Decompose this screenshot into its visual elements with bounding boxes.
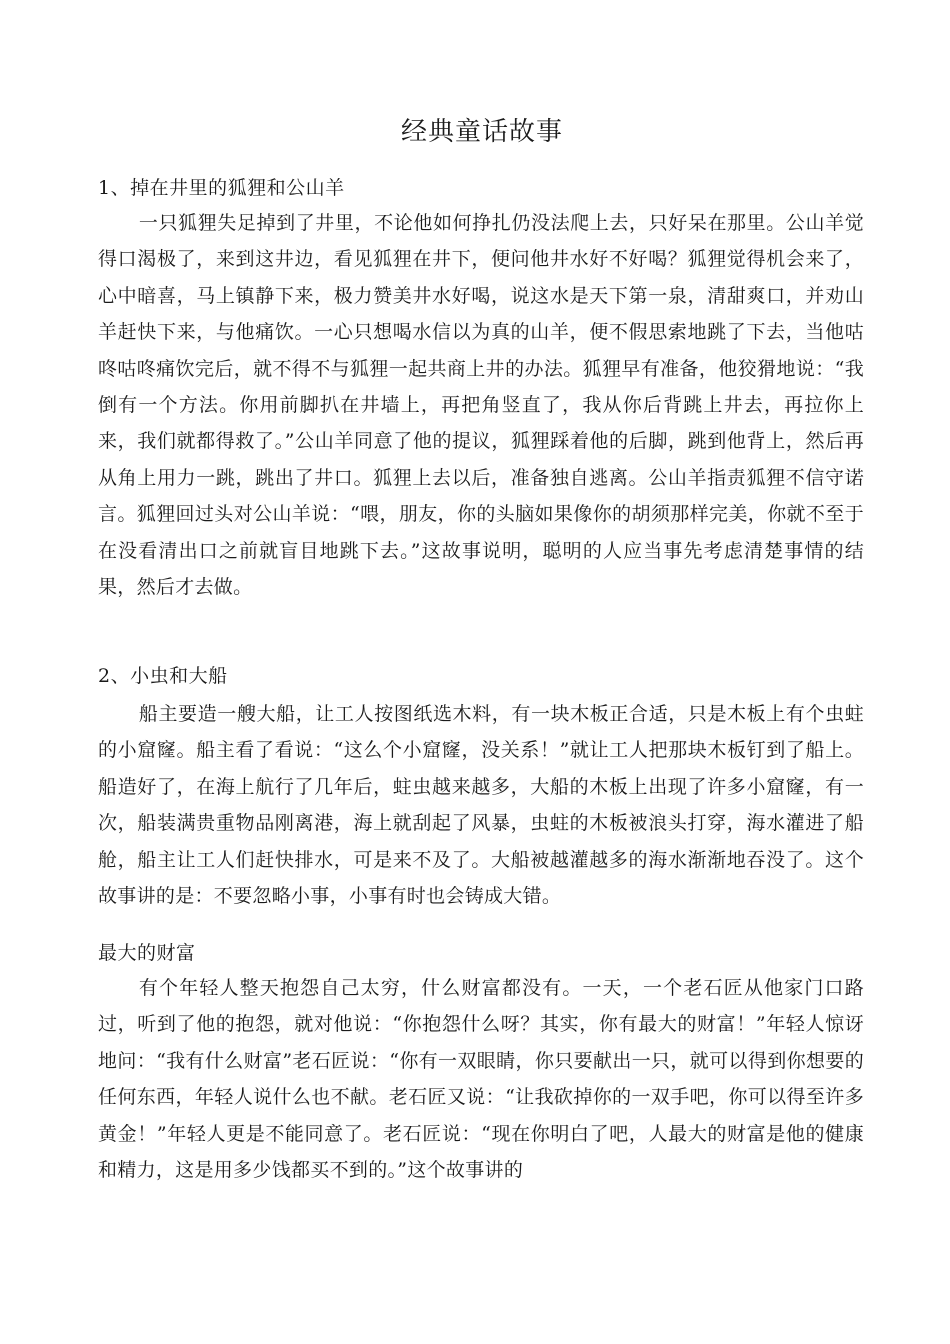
- story-body-2: 船主要造一艘大船，让工人按图纸选木料，有一块木板正合适，只是木板上有个虫蛀的小窟窿。船主看了看说：“这么个小窟窿，没关系！”就让工人把那块木板钉到了船上。船造好了，在海上航行了几年后，蛀虫越来越多，大船的木板上出现了许多小窟窿，有一次，船装满贵重物品刚离港，海上就刮起了风暴，虫蛀的木板被浪头打穿，海水灌进了船舱，船主让工人们赶快排水，可是来不及了。大船被越灌越多的海水渐渐地吞没了。这个故事讲的是：不要忽略小事，小事有时也会铸成大错。: [98, 703, 864, 908]
- story-heading-1: 1、掉在井里的狐狸和公山羊: [98, 177, 345, 199]
- document-title: 经典童话故事: [400, 117, 563, 147]
- story-body-1: 一只狐狸失足掉到了井里，不论他如何挣扎仍没法爬上去，只好呆在那里。公山羊觉得口渴极了，来到这井边，看见狐狸在井下，便问他井水好不好喝？狐狸觉得机会来了，心中暗喜，马上镇静下来，极力赞美井水好喝，说这水是天下第一泉，清甜爽口，并劝山羊赶快下来，与他痛饮。一心只想喝水信以为真的山羊，便不假思索地跳了下去，当他咕咚咕咚痛饮完后，就不得不与狐狸一起共商上井的办法。狐狸早有准备，他狡猾地说：“我倒有一个方法。你用前脚扒在井墙上，再把角竖直了，我从你后背跳上井去，再拉你上来，我们就都得救了。”公山羊同意了他的提议，狐狸踩着他的后脚，跳到他背上，然后再从角上用力一跳，跳出了井口。狐狸上去以后，准备独自逃离。公山羊指责狐狸不信守诺言。狐狸回过头对公山羊说：“喂，朋友，你的头脑如果像你的胡须那样完美，你就不至于在没看清出口之前就盲目地跳下去。”这故事说明，聪明的人应当事先考虑清楚事情的结果，然后才去做。: [98, 212, 864, 599]
- story-heading-3: 最大的财富: [98, 942, 196, 964]
- story-heading-2: 2、小虫和大船: [98, 665, 228, 687]
- story-body-3: 有个年轻人整天抱怨自己太穷，什么财富都没有。一天，一个老石匠从他家门口路过，听到了他的抱怨，就对他说：“你抱怨什么呀？其实，你有最大的财富！”年轻人惊讶地问：“我有什么财富”老石匠说：“你有一双眼睛，你只要献出一只，就可以得到你想要的任何东西，年轻人说什么也不献。老石匠又说：“让我砍掉你的一双手吧，你可以得至许多黄金！”年轻人更是不能同意了。老石匠说：“现在你明白了吧，人最大的财富是他的健康和精力，这是用多少饯都买不到的。”这个故事讲的: [98, 977, 864, 1182]
